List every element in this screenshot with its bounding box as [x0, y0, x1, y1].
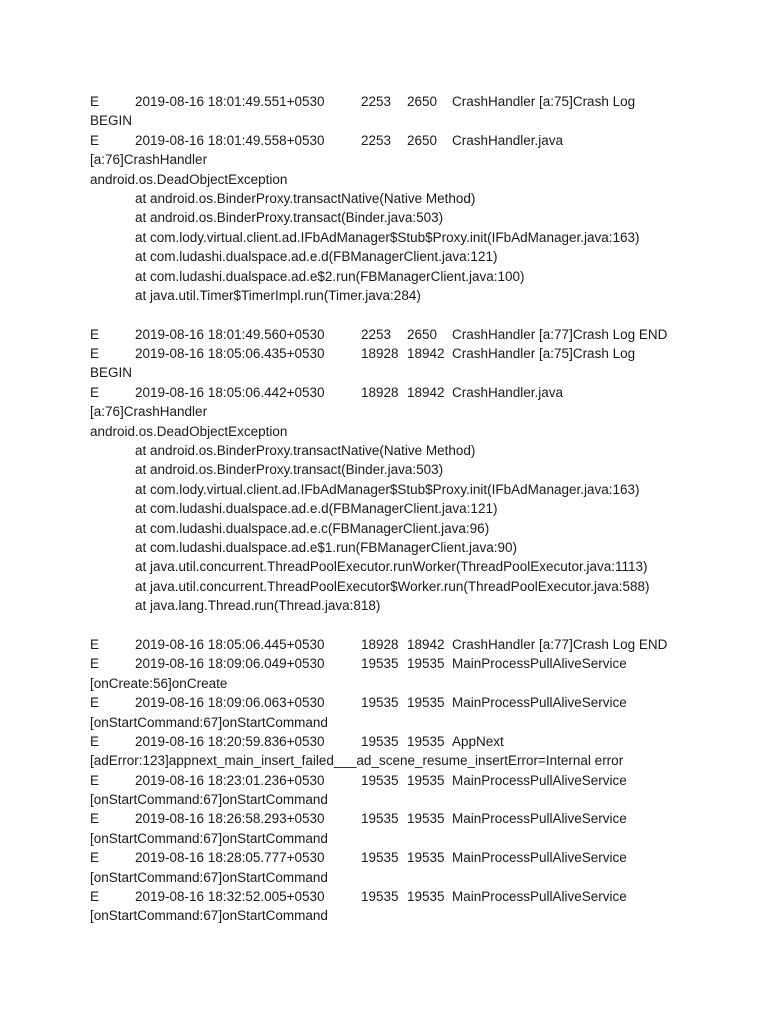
stack-frame-line — [90, 441, 750, 460]
log-continuation-text: [onStartCommand:67]onStartCommand — [90, 869, 328, 885]
log-entry — [90, 92, 750, 111]
stack-frame-text: at com.ludashi.dualspace.ad.e.d(FBManagerClient.java:121) — [135, 249, 498, 265]
stack-frame-line — [90, 267, 750, 286]
log-message: CrashHandler [a:75]Crash Log — [452, 346, 636, 362]
log-tid: 18942 — [407, 636, 445, 652]
log-message: CrashHandler [a:75]Crash Log — [452, 94, 636, 109]
stack-frame-text: at com.ludashi.dualspace.ad.e$2.run(FBManagerClient.java:100) — [135, 268, 525, 284]
log-message: MainProcessPullAliveService — [452, 889, 627, 905]
log-pid: 19535 — [361, 695, 399, 711]
log-entry — [90, 693, 750, 712]
log-continuation-text: BEGIN — [90, 113, 133, 129]
stack-frame-line — [90, 596, 750, 615]
log-continuation-text: [onCreate:56]onCreate — [90, 675, 228, 691]
log-pid: 18928 — [361, 346, 399, 362]
stack-frame-line — [90, 557, 750, 576]
log-pid: 19535 — [361, 772, 399, 788]
log-tid: 19535 — [407, 811, 445, 827]
log-continuation-text: [onStartCommand:67]onStartCommand — [90, 792, 328, 808]
stack-frame-line — [90, 208, 750, 227]
log-timestamp: 2019-08-16 18:05:06.442+0530 — [135, 384, 325, 400]
stack-frame-line — [90, 519, 750, 538]
log-level: E — [90, 889, 100, 905]
log-message: CrashHandler.java — [452, 384, 564, 400]
log-level: E — [90, 811, 100, 827]
log-tid: 2650 — [407, 94, 438, 109]
log-tid: 18942 — [407, 346, 445, 362]
log-tid: 2650 — [407, 132, 438, 148]
log-continuation-text: [onStartCommand:67]onStartCommand — [90, 714, 328, 730]
stack-frame-text: at android.os.BinderProxy.transact(Binder.java:503) — [135, 210, 444, 226]
log-entry — [90, 809, 750, 828]
log-pid: 19535 — [361, 656, 399, 672]
log-level: E — [90, 772, 100, 788]
log-tid: 19535 — [407, 850, 445, 866]
log-continuation-line — [90, 422, 750, 441]
blank-line — [90, 616, 750, 635]
log-entry — [90, 131, 750, 150]
log-timestamp: 2019-08-16 18:05:06.435+0530 — [135, 346, 325, 362]
log-entry — [90, 887, 750, 906]
log-pid: 18928 — [361, 636, 399, 652]
log-timestamp: 2019-08-16 18:09:06.063+0530 — [135, 695, 325, 711]
log-continuation-line — [90, 674, 750, 693]
log-tid: 19535 — [407, 733, 445, 749]
log-entry — [90, 771, 750, 790]
log-timestamp: 2019-08-16 18:05:06.445+0530 — [135, 636, 325, 652]
log-continuation-line — [90, 751, 750, 770]
log-timestamp: 2019-08-16 18:01:49.560+0530 — [135, 326, 325, 342]
stack-frame-text: at android.os.BinderProxy.transactNative(Native Method) — [135, 190, 476, 206]
log-continuation-text: [onStartCommand:67]onStartCommand — [90, 830, 328, 846]
log-entry — [90, 635, 750, 654]
log-message: MainProcessPullAliveService — [452, 811, 627, 827]
stack-frame-line — [90, 480, 750, 499]
log-level: E — [90, 94, 100, 109]
log-continuation-line — [90, 868, 750, 887]
stack-frame-line — [90, 189, 750, 208]
log-level: E — [90, 656, 100, 672]
log-continuation-text: android.os.DeadObjectException — [90, 171, 288, 187]
stack-frame-text: at java.util.concurrent.ThreadPoolExecutor.runWorker(ThreadPoolExecutor.java:1113) — [135, 559, 648, 575]
log-level: E — [90, 384, 100, 400]
log-pid: 19535 — [361, 889, 399, 905]
stack-frame-text: at com.ludashi.dualspace.ad.e$1.run(FBManagerClient.java:90) — [135, 539, 517, 555]
log-continuation-text: BEGIN — [90, 365, 133, 381]
log-message: MainProcessPullAliveService — [452, 772, 627, 788]
stack-frame-text: at com.lody.virtual.client.ad.IFbAdManager$Stub$Proxy.init(IFbAdManager.java:163) — [135, 481, 640, 497]
log-level: E — [90, 733, 100, 749]
log-message: CrashHandler [a:77]Crash Log END — [452, 326, 668, 342]
log-tid: 2650 — [407, 326, 438, 342]
stack-frame-text: at com.ludashi.dualspace.ad.e.d(FBManagerClient.java:121) — [135, 501, 498, 517]
log-level: E — [90, 636, 100, 652]
log-timestamp: 2019-08-16 18:23:01.236+0530 — [135, 772, 325, 788]
log-tid: 19535 — [407, 656, 445, 672]
log-pid: 2253 — [361, 94, 392, 109]
log-pid: 19535 — [361, 850, 399, 866]
log-continuation-text: [adError:123]appnext_main_insert_failed___ad_scene_resume_insertError=Internal error — [90, 753, 624, 769]
log-pid: 19535 — [361, 733, 399, 749]
stack-frame-text: at android.os.BinderProxy.transactNative(Native Method) — [135, 443, 476, 459]
stack-frame-text: at com.ludashi.dualspace.ad.e.c(FBManagerClient.java:96) — [135, 520, 490, 536]
log-continuation-line — [90, 829, 750, 848]
log-level: E — [90, 326, 100, 342]
stack-frame-line — [90, 228, 750, 247]
log-entry — [90, 344, 750, 363]
log-timestamp: 2019-08-16 18:09:06.049+0530 — [135, 656, 325, 672]
log-pid: 18928 — [361, 384, 399, 400]
log-listing — [90, 92, 750, 926]
log-tid: 19535 — [407, 889, 445, 905]
stack-frame-text: at java.lang.Thread.run(Thread.java:818) — [135, 598, 381, 614]
log-entry — [90, 325, 750, 344]
log-timestamp: 2019-08-16 18:20:59.836+0530 — [135, 733, 325, 749]
stack-frame-text: at java.util.Timer$TimerImpl.run(Timer.java:284) — [135, 287, 421, 303]
log-pid: 2253 — [361, 326, 392, 342]
log-continuation-line — [90, 170, 750, 189]
stack-frame-text: at com.lody.virtual.client.ad.IFbAdManager$Stub$Proxy.init(IFbAdManager.java:163) — [135, 229, 640, 245]
log-message: CrashHandler.java — [452, 132, 564, 148]
log-continuation-line — [90, 402, 750, 421]
log-entry — [90, 848, 750, 867]
log-timestamp: 2019-08-16 18:26:58.293+0530 — [135, 811, 325, 827]
log-message: MainProcessPullAliveService — [452, 695, 627, 711]
log-tid: 19535 — [407, 695, 445, 711]
log-continuation-line — [90, 713, 750, 732]
log-continuation-text: [a:76]CrashHandler — [90, 404, 208, 420]
log-level: E — [90, 132, 100, 148]
log-timestamp: 2019-08-16 18:28:05.777+0530 — [135, 850, 325, 866]
log-level: E — [90, 695, 100, 711]
log-continuation-line — [90, 363, 750, 382]
log-timestamp: 2019-08-16 18:01:49.551+0530 — [135, 94, 325, 109]
log-continuation-line — [90, 906, 750, 925]
stack-frame-line — [90, 286, 750, 305]
log-continuation-line — [90, 111, 750, 130]
stack-frame-line — [90, 460, 750, 479]
log-continuation-text: [onStartCommand:67]onStartCommand — [90, 908, 328, 924]
log-entry — [90, 383, 750, 402]
blank-line — [90, 305, 750, 324]
stack-frame-text: at android.os.BinderProxy.transact(Binder.java:503) — [135, 462, 444, 478]
log-message: MainProcessPullAliveService — [452, 656, 627, 672]
stack-frame-line — [90, 499, 750, 518]
log-continuation-line — [90, 790, 750, 809]
stack-frame-text: at java.util.concurrent.ThreadPoolExecutor$Worker.run(ThreadPoolExecutor.java:588) — [135, 578, 650, 594]
log-message: AppNext — [452, 733, 504, 749]
log-timestamp: 2019-08-16 18:01:49.558+0530 — [135, 132, 325, 148]
log-pid: 19535 — [361, 811, 399, 827]
log-entry — [90, 654, 750, 673]
log-level: E — [90, 346, 100, 362]
log-message: CrashHandler [a:77]Crash Log END — [452, 636, 668, 652]
log-message: MainProcessPullAliveService — [452, 850, 627, 866]
log-level: E — [90, 850, 100, 866]
stack-frame-line — [90, 247, 750, 266]
log-tid: 19535 — [407, 772, 445, 788]
log-pid: 2253 — [361, 132, 392, 148]
log-continuation-line — [90, 150, 750, 169]
log-timestamp: 2019-08-16 18:32:52.005+0530 — [135, 889, 325, 905]
log-continuation-text: [a:76]CrashHandler — [90, 152, 208, 168]
log-entry — [90, 732, 750, 751]
log-continuation-text: android.os.DeadObjectException — [90, 423, 288, 439]
log-tid: 18942 — [407, 384, 445, 400]
stack-frame-line — [90, 538, 750, 557]
stack-frame-line — [90, 577, 750, 596]
